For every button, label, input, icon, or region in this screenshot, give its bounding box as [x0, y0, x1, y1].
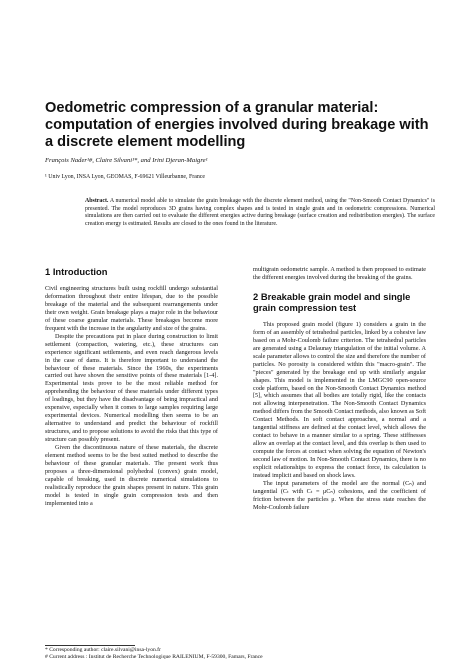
section-1-paragraph-3: Given the discontinuous nature of these materials, the discrete element method seems to be the best suited method to describe the behaviour of these granular materials. The present work thus proposes a three-dimensional polyhedral (convex) grain model, capable of breaking, used in discrete numerical simulations to realistically reproduce the grain shapes present in nature. This grain model is tested in single grain compression tests and then implemented into a: [45, 444, 218, 507]
left-column: [45, 266, 218, 508]
section-1-paragraph-4: multigrain oedometric sample. A method is then proposed to estimate the different energies involved during the breaking of the grains.: [253, 266, 426, 281]
section-2-paragraph-1: This proposed grain model (figure 1) considers a grain in the form of an assembly of tetrahedral particles, linked by a cohesive law based on a Mohr-Coulomb failure criterion. The tetrahedral particles are generated using a Delaunay triangulation of the initial volume. A scale parameter allows to control the size and therefore the number of particles. No porosity is considered within this "macro-grain". The "pieces" generated by the breakage end up with similarly angular shapes. This model is implemented in the LMGC90 open-source code platform, based on the Non-Smooth Contact Dynamics method [5], which assumes that all bodies are totally rigid, like the contacts not allowing interpenetration. The Non-Smooth Contact Dynamics method differs from the Smooth Contact methods, also known as Soft Contact Methods. In soft contact approaches, a normal and a tangential stiffness are defined at the contact level, which allows the contact to behave in a manner similar to a spring. These stiffnesses allow an overlap at the contact level, and this overlap is then used to compute the forces at contact when solving the equation of Newton's second law of motion. In Non-Smooth Contact Dynamics, there is no explicit relationships to express the contact force, its calculation is instead implicit and based on shock laws.: [253, 320, 426, 480]
section-1-paragraph-2: Despite the precautions put in place during construction to limit settlement (compaction, watering, etc.), these structures can experience significant settlements, and even reach dangerous levels in the case of dams. It is therefore important to understand the behaviour of these materials. Since the 1960s, the experiments carried out have shown the sensitive points of these materials [1-4]. Experimental tests prove to be the most reliable method for apprehending the behaviour of these materials under different types of loadings, but they have the disadvantage of being impractical and expensive, especially when it comes to large samples requiring large experimental devices. Numerical modelling then seems to be an alternative to understand and predict the behaviour of rockfill structures, and to propose solutions to avoid the risks that this type of structure can possibly present.: [45, 332, 218, 444]
abstract-label: Abstract.: [85, 198, 109, 204]
abstract-text: A numerical model able to simulate the grain breakage with the discrete element method, using the "Non-Smooth Contact Dynamics" is presented. The model reproduces 3D grains having complex shapes and is tested in single grain and in oedometric compressions. Numerical simulations are then carried out to evaluate the different energies active during breakage (surface creation and redistribution energies). The surface creation energy is estimated. Results are closed to the ones found in the literature.: [85, 198, 435, 228]
author-list: François Nader¹#, Claire Silvani¹*, and Irini Djeran-Maigre¹: [45, 157, 208, 164]
section-1-heading: 1 Introduction: [45, 266, 108, 277]
section-1-paragraph-1: Civil engineering structures built using rockfill undergo substantial deformation throughout their entire lifespan, due to the possible breakage of the material and the subsequent rearrangements under their own weight. Grain breakage plays a major role in the behaviour of these coarse granular materials. These breakages become more frequent with the increase in the angularity and size of the grains.: [45, 285, 218, 332]
affiliation: ¹ Univ Lyon, INSA Lyon, GEOMAS, F-69621 Villeurbanne, France: [45, 174, 206, 180]
paper-title: Oedometric compression of a granular material: computation of energies involved during breakage with a discrete element modelling: [45, 100, 429, 150]
abstract-block: [85, 198, 435, 229]
right-column: [253, 266, 426, 512]
section-2-heading: 2 Breakable grain model and single grain compression test: [253, 290, 411, 313]
footnote-current-address: # Current address : Institut de Recherche Technologique RAILENIUM, F-59300, Famars, France: [45, 654, 263, 660]
section-gap: [253, 282, 426, 291]
footnote-rule: [45, 645, 135, 646]
section-2-paragraph-2: The input parameters of the model are the normal (Cₙ) and tangential (Cₜ with Cₜ = μCₙ) cohesions, and the coefficient of friction between the particles μ. When the stress state reaches the Mohr-Coulomb failure: [253, 479, 426, 511]
footnote-corresponding-author: * Corresponding author: claire.silvani@insa-lyon.fr: [45, 647, 161, 653]
footnotes: [45, 647, 435, 661]
